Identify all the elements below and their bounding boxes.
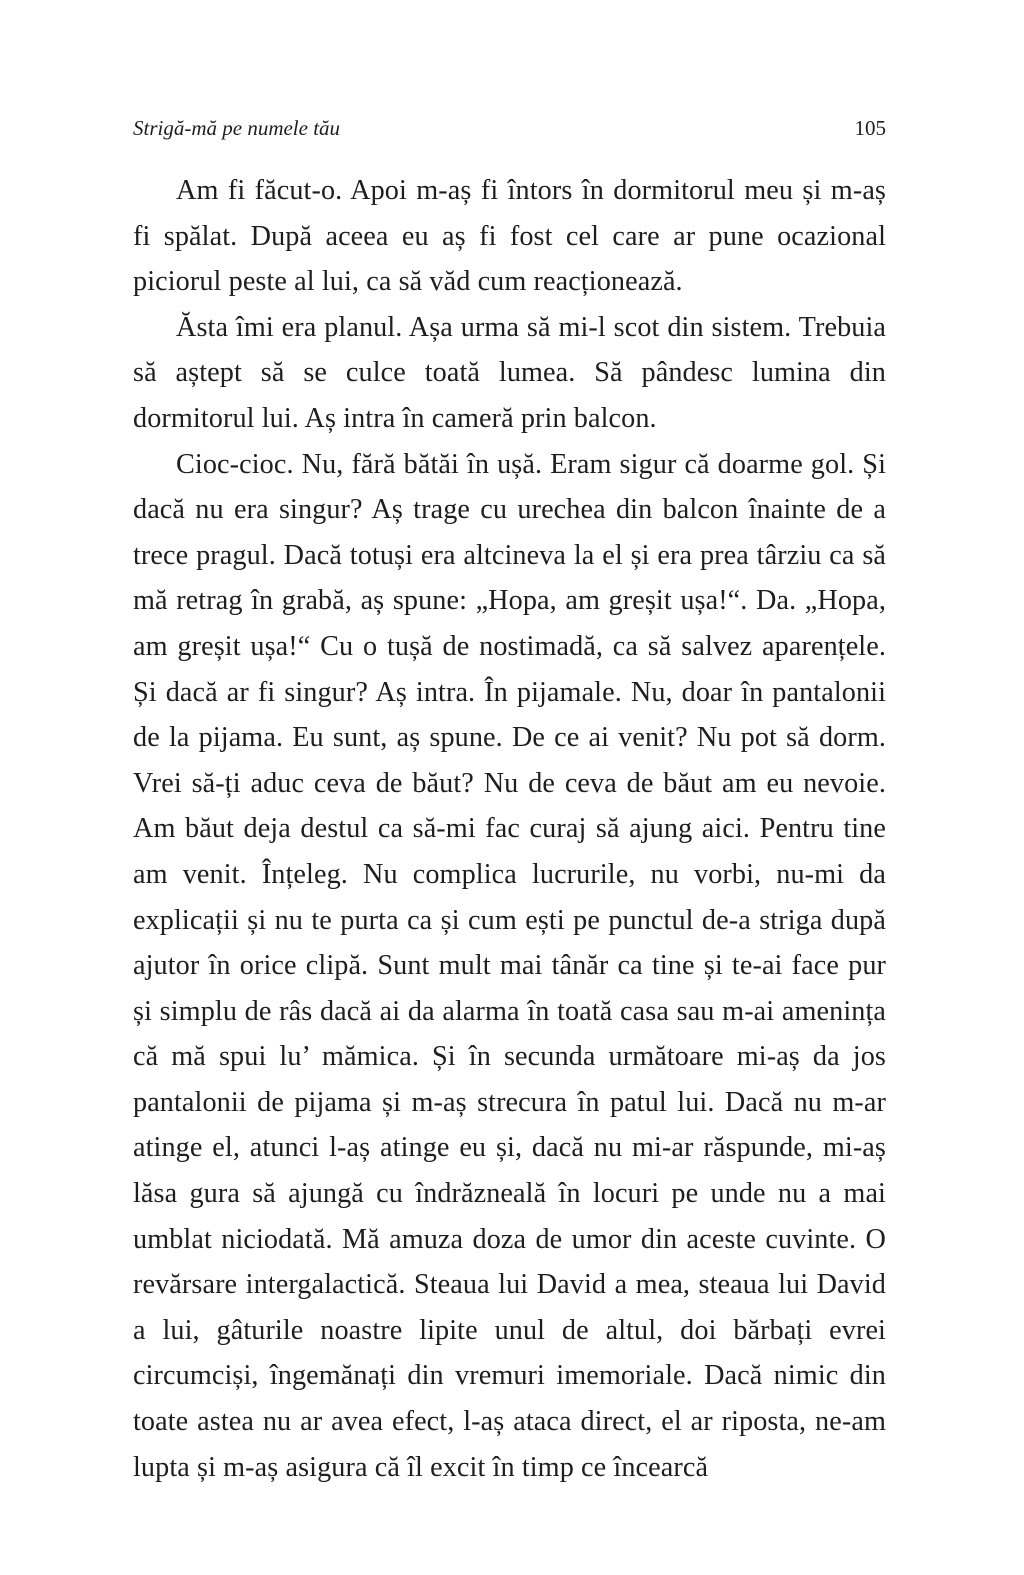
paragraph-3: Cioc-cioc. Nu, fără bătăi în ușă. Eram sigur că doarme gol. Și dacă nu era singur? Aș trage cu urechea din balcon înainte de a trece pragul. Dacă totuși era altcineva la el și era prea târziu ca să mă retrag în grabă, aș spune: „Hopa, am greșit ușa!“. Da. „Hopa, am greșit ușa!“ Cu o tușă de nostimadă, ca să salvez aparențele. Și dacă ar fi singur? Aș intra. În pijamale. Nu, doar în pantalonii de la pijama. Eu sunt, aș spune. De ce ai venit? Nu pot să dorm. Vrei să-ți aduc ceva de băut? Nu de ceva de băut am eu nevoie. Am băut deja destul ca să-mi fac curaj să ajung aici. Pentru tine am venit. Înțeleg. Nu complica lucrurile, nu vorbi, nu-mi da explicații și nu te purta ca și cum ești pe punctul de-a striga după ajutor în orice clipă. Sunt mult mai tânăr ca tine și te-ai face pur și simplu de râs dacă ai da alarma în toată casa sau m-ai amenința că mă spui lu’ mămica. Și în secunda următoare mi-aș da jos pantalonii de pijama și m-aș strecura în patul lui. Dacă nu m-ar atinge el, atunci l-aș atinge eu și, dacă nu mi-ar răspunde, mi-aș lăsa gura să ajungă cu îndrăzneală în locuri pe unde nu a mai umblat niciodată. Mă amuza doza de umor din aceste cuvinte. O revărsare intergalactică. Steaua lui David a mea, steaua lui David a lui, gâturile noastre lipite unul de altul, doi bărbați evrei circumciși, îngemănați din vremuri imemoriale. Dacă nimic din toate astea nu ar avea efect, l-aș ataca direct, el ar riposta, ne-am lupta și m-aș asigura că îl excit în timp ce încearcă	[133, 448, 886, 1483]
body-text	[133, 168, 886, 1490]
book-page	[133, 116, 886, 1490]
paragraph-1: Am fi făcut-o. Apoi m-aș fi întors în dormitorul meu și m-aș fi spălat. După aceea eu aș fi fost cel care ar pune ocazional piciorul peste al lui, ca să văd cum reacționează.	[133, 175, 886, 298]
paragraph-2: Ăsta îmi era planul. Așa urma să mi-l scot din sistem. Trebuia să aștept să se culce toată lumea. Să pândesc lumina din dormitorul lui. Aș intra în cameră prin balcon.	[133, 311, 886, 434]
running-header	[133, 116, 886, 156]
page-number: 105	[854, 116, 886, 140]
running-title: Strigă-mă pe numele tău	[133, 116, 341, 140]
